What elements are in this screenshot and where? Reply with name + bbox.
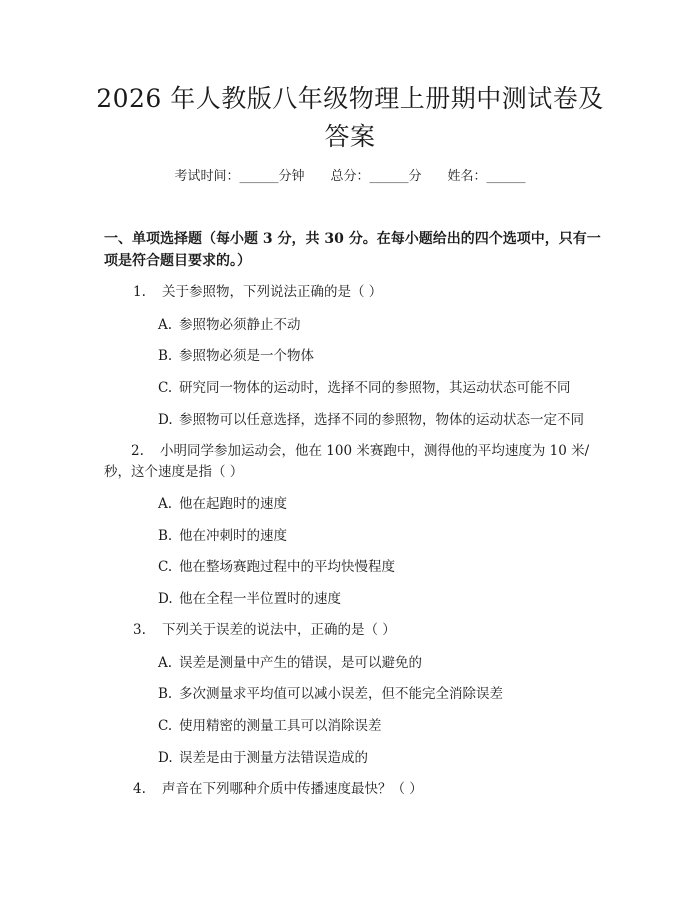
question-text: 小明同学参加运动会，他在 100 米赛跑中，测得他的平均速度为 10 米/秒，这个速度是指（ ） <box>104 443 590 480</box>
question-1-option-b <box>158 346 598 366</box>
question-number: 1. <box>133 284 146 300</box>
question-3-option-d <box>158 748 598 768</box>
option-letter: D. <box>158 750 173 766</box>
question-2-option-d <box>158 589 598 609</box>
student-name-field: 姓名：______ <box>447 169 526 184</box>
question-3 <box>104 620 598 641</box>
question-1-option-d <box>158 410 598 430</box>
option-letter: B. <box>158 686 173 702</box>
option-text: 误差是由于测量方法错误造成的 <box>179 750 368 766</box>
option-letter: C. <box>158 559 173 575</box>
option-text: 研究同一物体的运动时，选择不同的参照物，其运动状态可能不同 <box>179 380 571 396</box>
option-letter: A. <box>158 317 173 333</box>
option-letter: B. <box>158 348 173 364</box>
total-score-field: 总分：______分 <box>330 169 422 184</box>
option-text: 参照物可以任意选择，选择不同的参照物，物体的运动状态一定不同 <box>179 412 584 428</box>
question-2 <box>104 441 598 483</box>
option-letter: C. <box>158 718 173 734</box>
option-text: 参照物必须是一个物体 <box>179 348 314 364</box>
question-3-option-a <box>158 653 598 673</box>
option-letter: A. <box>158 655 173 671</box>
question-2-option-c <box>158 557 598 577</box>
question-text: 下列关于误差的说法中，正确的是（ ） <box>162 622 396 638</box>
option-text: 使用精密的测量工具可以消除误差 <box>179 718 382 734</box>
question-2-option-b <box>158 526 598 546</box>
option-letter: D. <box>158 591 173 607</box>
question-3-option-c <box>158 716 598 736</box>
question-4 <box>104 779 598 800</box>
option-letter: A. <box>158 496 173 512</box>
option-text: 多次测量求平均值可以减小误差，但不能完全消除误差 <box>179 686 503 702</box>
option-text: 他在冲刺时的速度 <box>179 528 287 544</box>
question-number: 2. <box>131 443 144 459</box>
question-1-option-a <box>158 315 598 335</box>
question-text: 关于参照物，下列说法正确的是（ ） <box>162 284 383 300</box>
option-letter: B. <box>158 528 173 544</box>
question-number: 3. <box>133 622 146 638</box>
option-text: 参照物必须静止不动 <box>179 317 301 333</box>
exam-meta <box>0 168 700 186</box>
option-text: 他在整场赛跑过程中的平均快慢程度 <box>179 559 395 575</box>
question-1-option-c <box>158 378 598 398</box>
question-text: 声音在下列哪种介质中传播速度最快？（ ） <box>162 781 423 797</box>
option-letter: C. <box>158 380 173 396</box>
question-2-option-a <box>158 494 598 514</box>
option-text: 他在全程一半位置时的速度 <box>179 591 341 607</box>
option-text: 他在起跑时的速度 <box>179 496 287 512</box>
question-3-option-b <box>158 684 598 704</box>
exam-time-field: 考试时间：______分钟 <box>174 169 305 184</box>
section-heading: 一、单项选择题（每小题 3 分，共 30 分。在每小题给出的四个选项中，只有一项是符合题目要求的。） <box>104 231 601 269</box>
question-1 <box>104 282 598 303</box>
option-letter: D. <box>158 412 173 428</box>
page-title: 2026 年人教版八年级物理上册期中测试卷及答案 <box>96 84 604 151</box>
question-number: 4. <box>133 781 146 797</box>
option-text: 误差是测量中产生的错误，是可以避免的 <box>179 655 422 671</box>
